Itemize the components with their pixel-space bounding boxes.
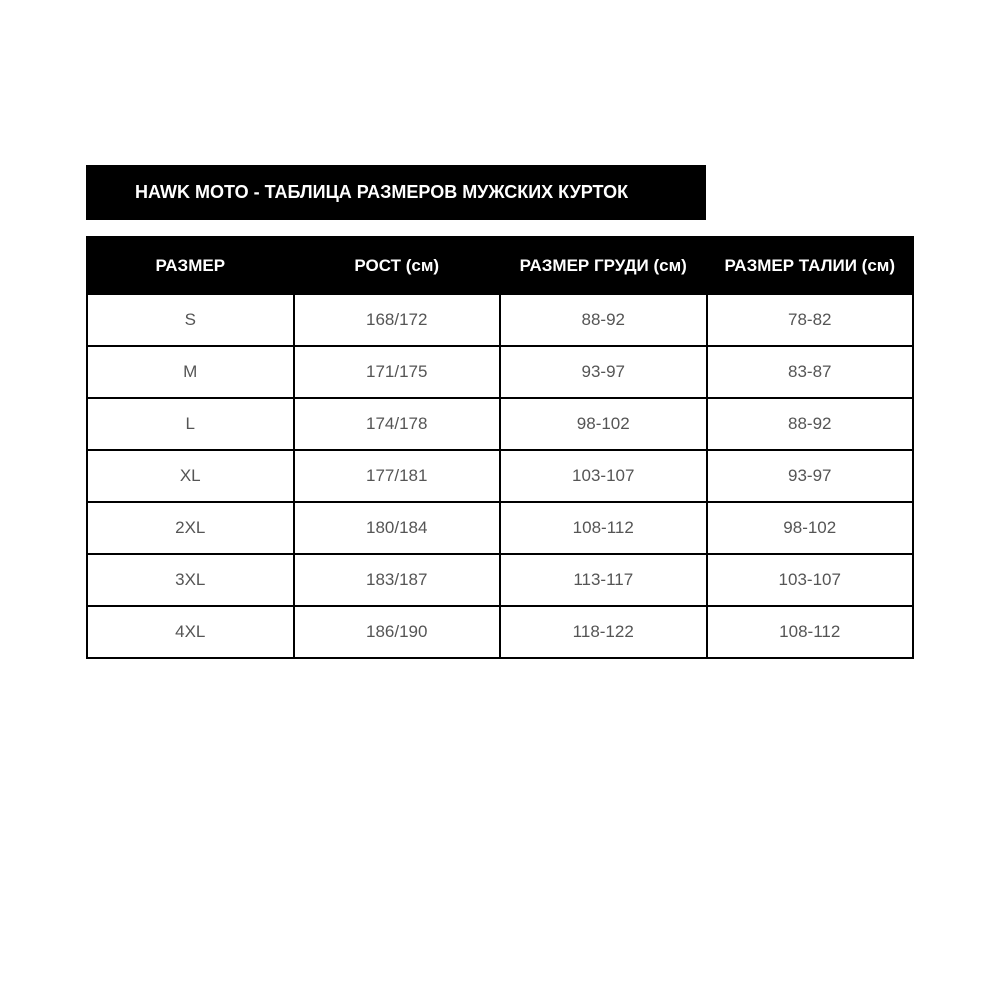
title-bar bbox=[86, 165, 706, 220]
header-chest: РАЗМЕР ГРУДИ (см) bbox=[500, 237, 707, 294]
page-title: HAWK MOTO - ТАБЛИЦА РАЗМЕРОВ МУЖСКИХ КУРТОК bbox=[135, 182, 629, 202]
cell-height: 186/190 bbox=[294, 606, 501, 658]
table-row bbox=[87, 346, 913, 398]
cell-height: 168/172 bbox=[294, 294, 501, 346]
cell-waist: 88-92 bbox=[707, 398, 914, 450]
cell-chest: 98-102 bbox=[500, 398, 707, 450]
cell-chest: 118-122 bbox=[500, 606, 707, 658]
cell-size: S bbox=[87, 294, 294, 346]
cell-height: 171/175 bbox=[294, 346, 501, 398]
cell-chest: 108-112 bbox=[500, 502, 707, 554]
cell-size: 2XL bbox=[87, 502, 294, 554]
table-row bbox=[87, 554, 913, 606]
header-height: РОСТ (см) bbox=[294, 237, 501, 294]
cell-height: 180/184 bbox=[294, 502, 501, 554]
cell-size: 3XL bbox=[87, 554, 294, 606]
cell-height: 177/181 bbox=[294, 450, 501, 502]
cell-chest: 103-107 bbox=[500, 450, 707, 502]
header-waist: РАЗМЕР ТАЛИИ (см) bbox=[707, 237, 914, 294]
cell-size: L bbox=[87, 398, 294, 450]
cell-height: 183/187 bbox=[294, 554, 501, 606]
cell-size: XL bbox=[87, 450, 294, 502]
cell-height: 174/178 bbox=[294, 398, 501, 450]
cell-size: M bbox=[87, 346, 294, 398]
table-row bbox=[87, 398, 913, 450]
cell-waist: 83-87 bbox=[707, 346, 914, 398]
cell-waist: 108-112 bbox=[707, 606, 914, 658]
cell-waist: 98-102 bbox=[707, 502, 914, 554]
cell-chest: 113-117 bbox=[500, 554, 707, 606]
table-row bbox=[87, 450, 913, 502]
cell-waist: 93-97 bbox=[707, 450, 914, 502]
size-chart-table bbox=[86, 236, 914, 659]
cell-chest: 93-97 bbox=[500, 346, 707, 398]
cell-size: 4XL bbox=[87, 606, 294, 658]
cell-waist: 78-82 bbox=[707, 294, 914, 346]
table-header-row bbox=[87, 237, 913, 294]
table-row bbox=[87, 294, 913, 346]
table-row bbox=[87, 606, 913, 658]
header-size: РАЗМЕР bbox=[87, 237, 294, 294]
cell-chest: 88-92 bbox=[500, 294, 707, 346]
table-row bbox=[87, 502, 913, 554]
cell-waist: 103-107 bbox=[707, 554, 914, 606]
